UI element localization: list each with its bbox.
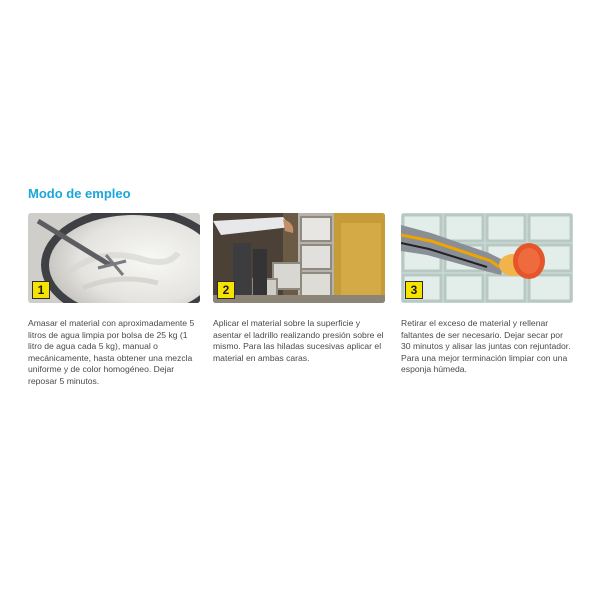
step-1 xyxy=(28,213,200,387)
step-1-number-badge: 1 xyxy=(32,281,50,299)
step-1-text: Amasar el material con aproximadamente 5 litros de agua limpia por bolsa de 25 kg (1 litro de agua cada 5 kg), manual o mecánicamente, hasta obtener una mezcla uniforme y de color homogéneo. Dejar reposar 5 minutos. xyxy=(28,318,195,386)
step-2-text: Aplicar el material sobre la superficie y asentar el ladrillo realizando presión sobre el mismo. Para las hiladas sucesivas aplicar el material en ambas caras. xyxy=(213,318,384,363)
step-3 xyxy=(401,213,573,376)
sponge-cleaning-icon xyxy=(401,213,573,303)
step-3-text: Retirar el exceso de material y rellenar faltantes de ser necesario. Dejar secar por 30 minutos y alisar las juntas con rejuntador. Para una mejor terminación limpiar con una esponja húmeda. xyxy=(401,318,571,374)
step-3-number-badge: 3 xyxy=(405,281,423,299)
section-title: Modo de empleo xyxy=(28,186,131,201)
step-2-photo xyxy=(213,213,385,303)
step-2 xyxy=(213,213,385,364)
steps-row xyxy=(28,213,576,433)
glass-brick-laying-icon xyxy=(213,213,385,303)
step-3-photo xyxy=(401,213,573,303)
step-2-number-badge: 2 xyxy=(217,281,235,299)
step-1-photo xyxy=(28,213,200,303)
mixing-bucket-icon xyxy=(28,213,200,303)
